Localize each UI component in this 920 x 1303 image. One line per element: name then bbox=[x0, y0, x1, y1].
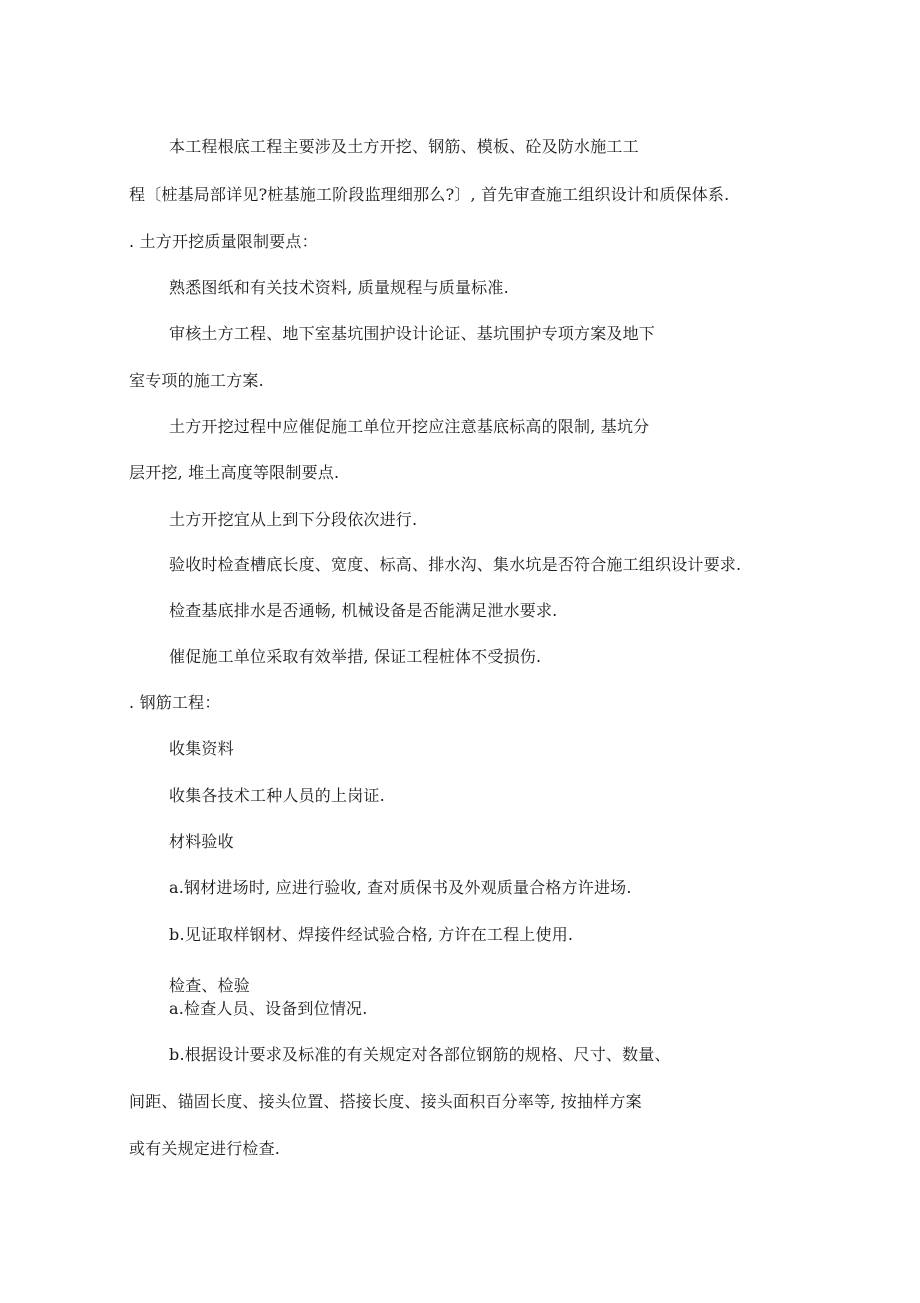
earthwork-item-4: 土方开挖宜从上到下分段依次进行. bbox=[169, 510, 418, 529]
earthwork-item-2-line-2: 室专项的施工方案. bbox=[129, 371, 264, 390]
earthwork-item-6: 检查基底排水是否通畅, 机械设备是否能满足泄水要求. bbox=[169, 601, 558, 620]
earthwork-item-7: 催促施工单位采取有效举措, 保证工程桩体不受损伤. bbox=[169, 647, 542, 666]
rebar-subheading-inspection: 检查、检验 bbox=[169, 976, 251, 995]
rebar-inspection-b-line-3: 或有关规定进行检查. bbox=[129, 1139, 281, 1158]
earthwork-item-3-line-1: 土方开挖过程中应催促施工单位开挖应注意基底标高的限制, 基坑分 bbox=[169, 417, 650, 436]
section-heading-rebar: . 钢筋工程： bbox=[129, 693, 221, 712]
rebar-subheading-material: 材料验收 bbox=[169, 832, 234, 851]
rebar-material-b: b.见证取样钢材、焊接件经试验合格, 方许在工程上使用. bbox=[169, 925, 574, 944]
earthwork-item-1: 熟悉图纸和有关技术资料, 质量规程与质量标准. bbox=[169, 278, 509, 297]
intro-line-2: 程〔桩基局部详见?桩基施工阶段监理细那么?〕, 首先审查施工组织设计和质保体系. bbox=[129, 185, 730, 204]
rebar-subheading-collect: 收集资料 bbox=[169, 739, 234, 758]
rebar-inspection-b-line-2: 间距、锚固长度、接头位置、搭接长度、接头面积百分率等, 按抽样方案 bbox=[129, 1092, 642, 1111]
intro-line-1: 本工程根底工程主要涉及土方开挖、钢筋、模板、砼及防水施工工 bbox=[169, 137, 639, 156]
earthwork-item-3-line-2: 层开挖, 堆土高度等限制要点. bbox=[129, 463, 340, 482]
rebar-inspection-b-line-1: b.根据设计要求及标准的有关规定对各部位钢筋的规格、尺寸、数量、 bbox=[169, 1045, 671, 1064]
earthwork-item-5: 验收时检查槽底长度、宽度、标高、排水沟、集水坑是否符合施工组织设计要求. bbox=[169, 555, 742, 574]
rebar-inspection-a: a.检查人员、设备到位情况. bbox=[169, 999, 368, 1018]
rebar-collect-text: 收集各技术工种人员的上岗证. bbox=[169, 786, 385, 805]
earthwork-item-2-line-1: 审核土方工程、地下室基坑围护设计论证、基坑围护专项方案及地下 bbox=[169, 324, 656, 343]
section-heading-earthwork: . 土方开挖质量限制要点： bbox=[129, 232, 318, 251]
rebar-material-a: a.钢材进场时, 应进行验收, 查对质保书及外观质量合格方许进场. bbox=[169, 878, 632, 897]
